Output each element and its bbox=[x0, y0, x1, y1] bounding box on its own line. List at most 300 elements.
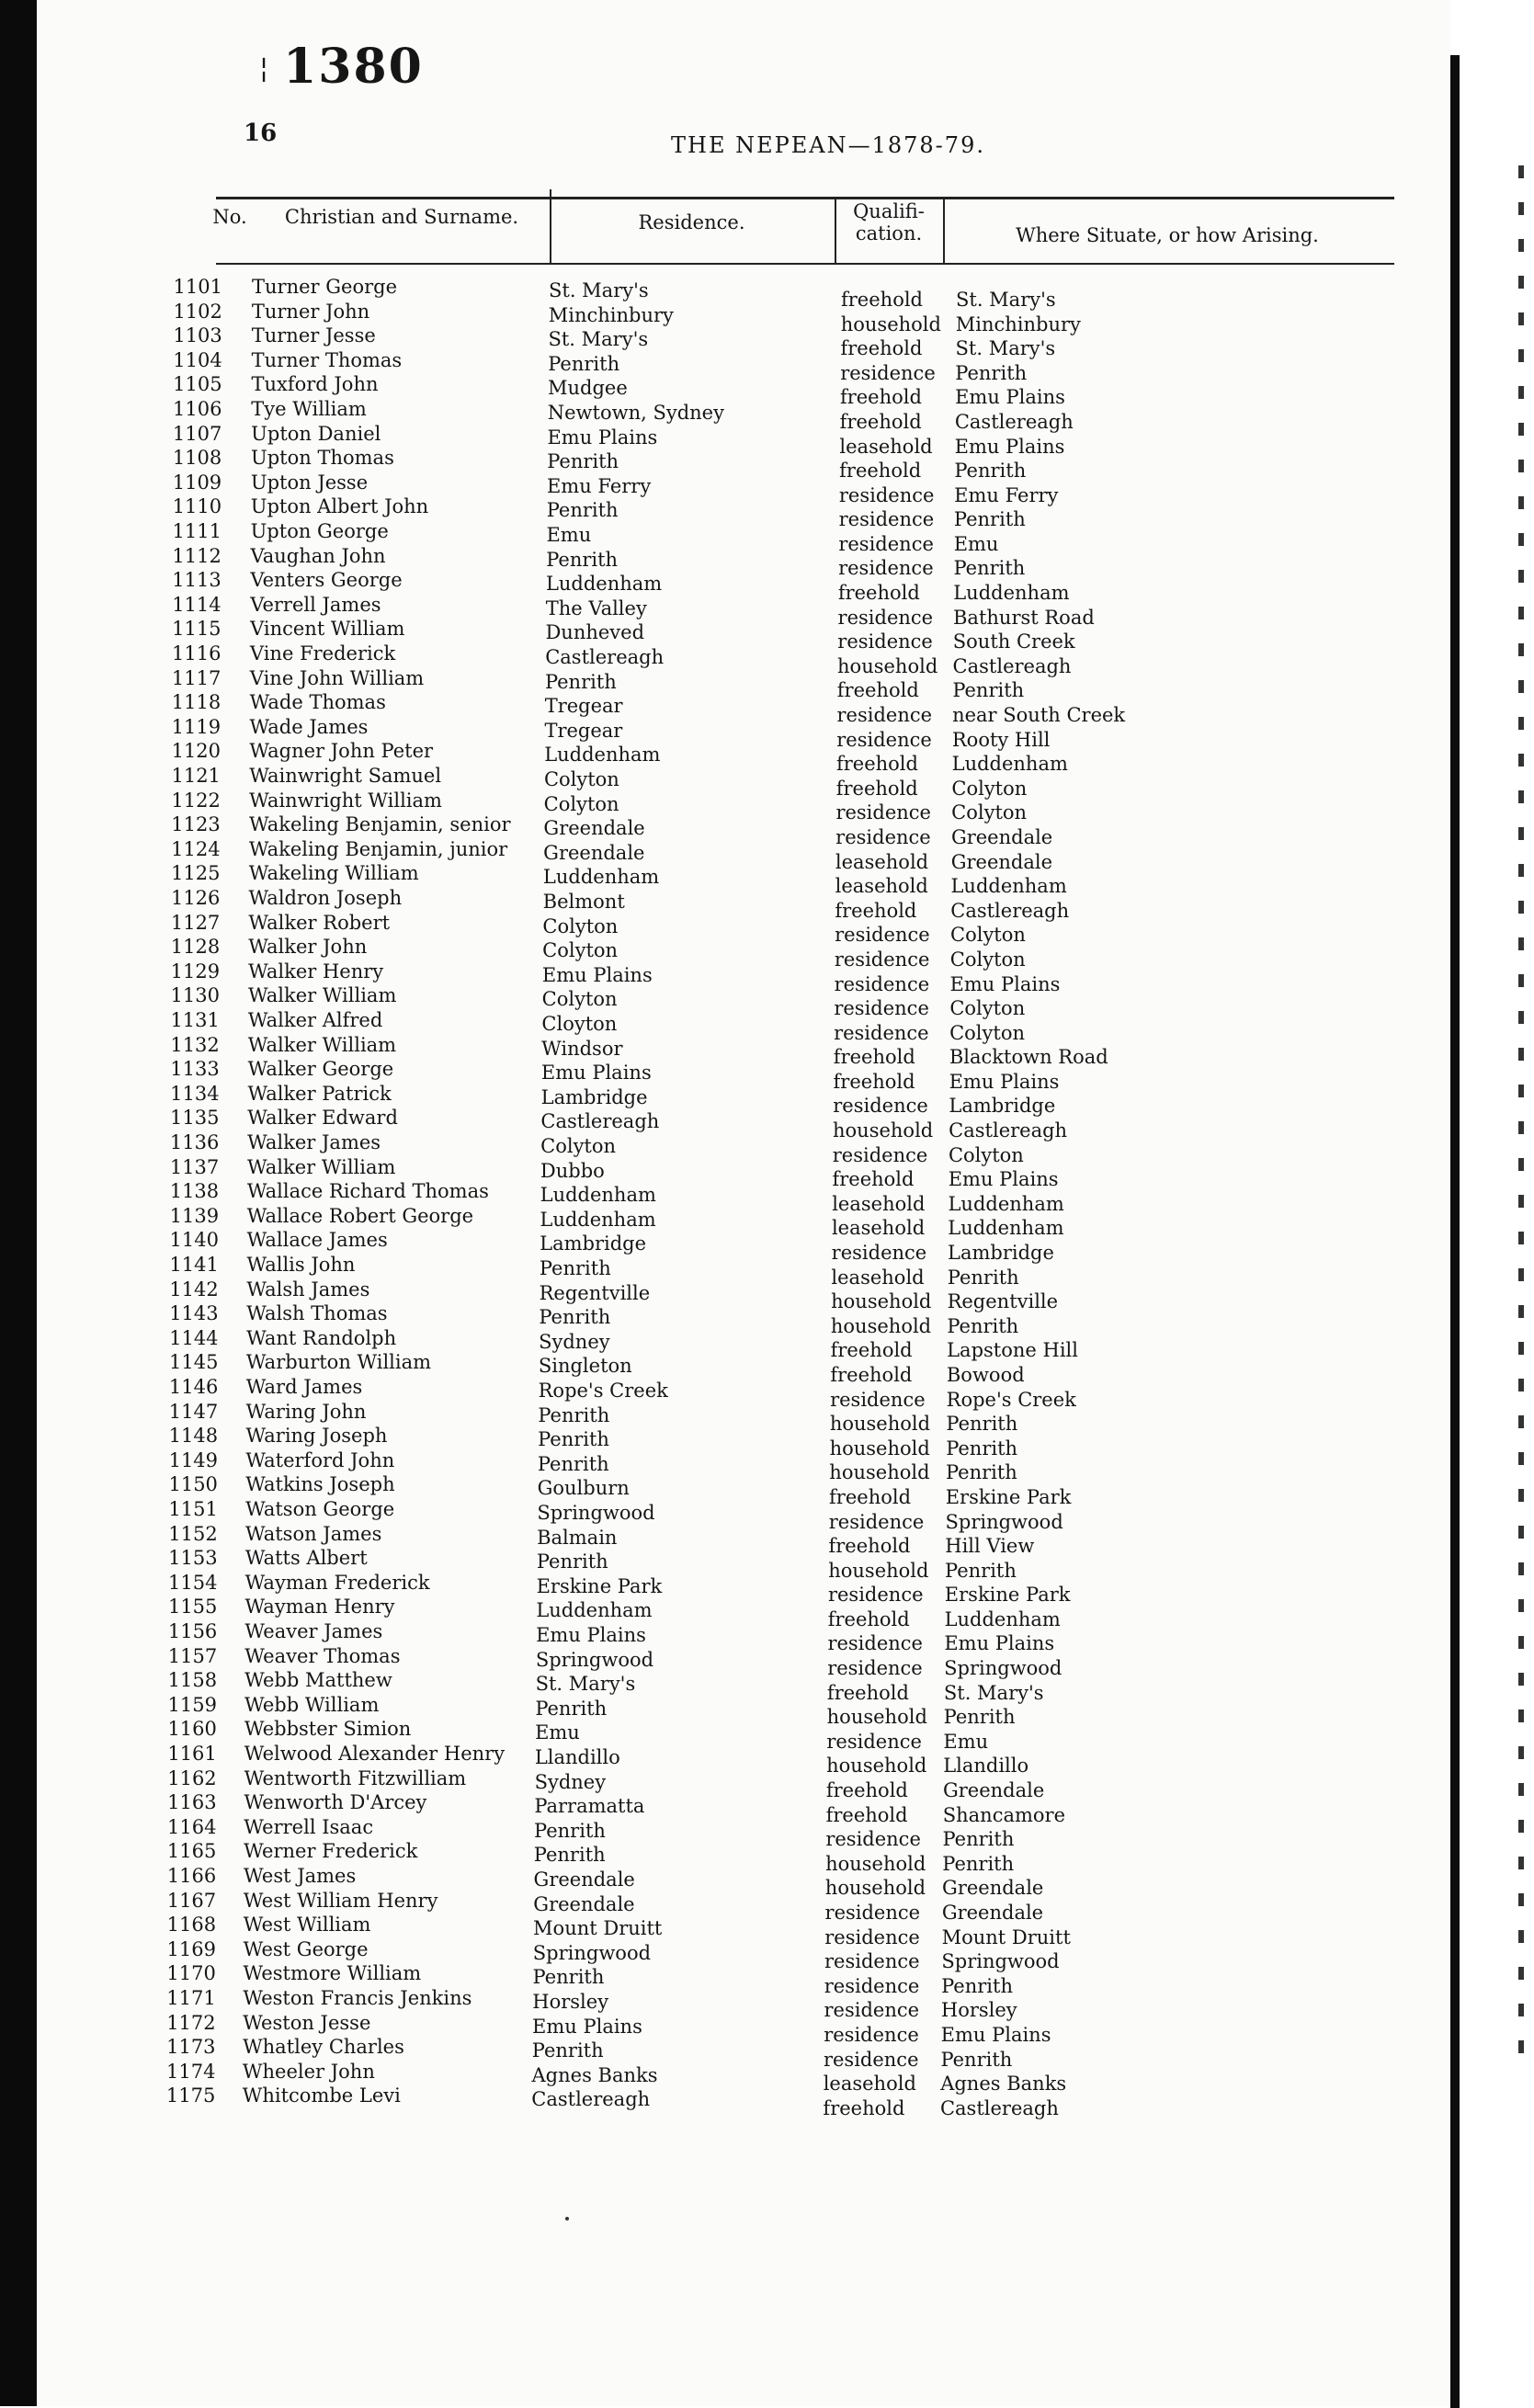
table-row bbox=[37, 2084, 1450, 2119]
table-row bbox=[37, 1840, 1450, 1875]
table-row bbox=[37, 1058, 1450, 1093]
entry-name: Watson George bbox=[245, 1498, 395, 1520]
entry-qualification: household bbox=[831, 1290, 932, 1313]
edge-mark bbox=[1518, 1011, 1524, 1024]
table-row bbox=[37, 960, 1450, 995]
entry-residence: Greendale bbox=[543, 841, 645, 864]
entry-residence: Balmain bbox=[537, 1526, 618, 1549]
entry-where-situate: Greendale bbox=[950, 825, 1053, 848]
edge-mark bbox=[1518, 1526, 1524, 1539]
entry-where-situate: Castlereagh bbox=[954, 410, 1074, 433]
entry-name: Walker George bbox=[247, 1058, 394, 1081]
entry-qualification: freehold bbox=[837, 582, 920, 605]
entry-residence: Springwood bbox=[535, 1648, 654, 1671]
table-row bbox=[37, 1718, 1450, 1753]
entry-number: 1142 bbox=[169, 1278, 219, 1301]
entry-residence: Penrith bbox=[535, 1697, 608, 1720]
entry-residence: Mudgee bbox=[547, 377, 628, 400]
entry-qualification: residence bbox=[830, 1388, 926, 1411]
entry-number: 1124 bbox=[171, 837, 221, 860]
entry-name: Watts Albert bbox=[244, 1547, 368, 1570]
entry-number: 1145 bbox=[168, 1351, 219, 1374]
entry-qualification: residence bbox=[824, 1925, 920, 1948]
entry-residence: Emu Plains bbox=[547, 426, 658, 449]
entry-where-situate: Emu Plains bbox=[955, 386, 1065, 409]
edge-mark bbox=[1518, 607, 1524, 619]
entry-number: 1151 bbox=[168, 1498, 218, 1520]
entry-qualification: residence bbox=[834, 997, 929, 1020]
entry-name: Weston Jesse bbox=[243, 2011, 371, 2034]
entry-residence: Sydney bbox=[539, 1330, 610, 1353]
entry-qualification: leasehold bbox=[832, 1192, 926, 1215]
entry-qualification: freehold bbox=[839, 386, 922, 409]
entry-where-situate: Emu Plains bbox=[948, 1168, 1059, 1191]
entry-qualification: freehold bbox=[839, 460, 922, 483]
entry-name: Warburton William bbox=[245, 1351, 432, 1374]
entry-where-situate: Rope's Creek bbox=[946, 1388, 1076, 1411]
entry-where-situate: Luddenham bbox=[948, 1217, 1064, 1240]
table-row bbox=[37, 1962, 1450, 1997]
entry-qualification: freehold bbox=[835, 777, 918, 800]
entry-where-situate: Penrith bbox=[942, 1828, 1015, 1851]
entry-qualification: freehold bbox=[825, 1803, 908, 1826]
entry-name: Wenworth D'Arcey bbox=[244, 1791, 427, 1814]
entry-name: Waldron Joseph bbox=[248, 887, 403, 909]
entry-qualification: leasehold bbox=[835, 850, 929, 873]
entry-number: 1152 bbox=[168, 1522, 218, 1545]
entry-residence: Emu bbox=[546, 524, 592, 546]
entry-qualification: leasehold bbox=[839, 435, 933, 458]
entry-number: 1129 bbox=[170, 960, 221, 983]
entry-where-situate: Greendale bbox=[942, 1877, 1044, 1900]
entry-residence: Lambridge bbox=[540, 1085, 648, 1108]
entry-where-situate: St. Mary's bbox=[943, 1681, 1044, 1704]
table-row bbox=[37, 1571, 1450, 1607]
entry-residence: Penrith bbox=[539, 1306, 611, 1329]
entry-where-situate: St. Mary's bbox=[956, 289, 1056, 311]
entry-name: Walker Alfred bbox=[247, 1009, 383, 1031]
entry-residence: Penrith bbox=[548, 352, 620, 375]
entry-number: 1102 bbox=[173, 300, 222, 323]
edge-mark bbox=[1518, 533, 1524, 546]
entry-number: 1149 bbox=[168, 1448, 219, 1471]
scan-border-right bbox=[1450, 0, 1534, 2406]
scan-border-left bbox=[0, 0, 37, 2406]
edge-mark bbox=[1518, 1415, 1524, 1428]
table-row bbox=[37, 1693, 1450, 1729]
table-row bbox=[37, 1155, 1450, 1191]
table-row bbox=[37, 1254, 1450, 1289]
entry-residence: Colyton bbox=[542, 939, 619, 962]
table-row bbox=[37, 520, 1450, 555]
entry-residence: Luddenham bbox=[545, 573, 663, 596]
table-row bbox=[37, 1326, 1450, 1362]
entry-number: 1144 bbox=[169, 1326, 219, 1349]
entry-residence: Greendale bbox=[543, 817, 645, 840]
entry-residence: Penrith bbox=[544, 670, 617, 693]
entry-where-situate: Penrith bbox=[940, 2048, 1013, 2071]
entry-residence: Tregear bbox=[544, 695, 623, 718]
table-row bbox=[37, 1448, 1450, 1484]
entry-qualification: freehold bbox=[833, 1046, 915, 1069]
entry-residence: Colyton bbox=[543, 792, 619, 815]
entry-name: Upton Daniel bbox=[251, 422, 381, 445]
entry-name: Walker Henry bbox=[248, 960, 384, 983]
entry-residence: Minchinbury bbox=[548, 303, 674, 326]
entry-qualification: residence bbox=[838, 557, 934, 580]
entry-qualification: household bbox=[830, 1314, 932, 1337]
entry-residence: Penrith bbox=[538, 1403, 610, 1426]
entry-name: Turner Thomas bbox=[251, 348, 403, 371]
column-header-residence: Residence. bbox=[638, 211, 745, 233]
entry-residence: St. Mary's bbox=[548, 328, 649, 351]
table-row bbox=[37, 1302, 1450, 1337]
entry-qualification: freehold bbox=[833, 1070, 915, 1093]
table-row bbox=[37, 1033, 1450, 1069]
entry-residence: Colyton bbox=[541, 988, 618, 1011]
table-row bbox=[37, 1498, 1450, 1533]
entry-qualification: residence bbox=[836, 728, 932, 751]
entry-residence: Castlereagh bbox=[540, 1110, 660, 1133]
entry-name: West George bbox=[243, 1937, 369, 1960]
entry-qualification: residence bbox=[824, 1999, 920, 2022]
entry-number: 1121 bbox=[171, 765, 221, 787]
entry-where-situate: Penrith bbox=[946, 1413, 1018, 1436]
entry-number: 1130 bbox=[170, 984, 220, 1007]
entry-name: Upton Albert John bbox=[250, 495, 429, 518]
entry-residence: St. Mary's bbox=[535, 1673, 636, 1696]
entry-where-situate: Emu Plains bbox=[954, 435, 1065, 458]
table-row bbox=[37, 1522, 1450, 1558]
entry-name: Wainwright Samuel bbox=[249, 765, 442, 787]
entry-where-situate: Penrith bbox=[946, 1437, 1018, 1460]
table-row bbox=[37, 1351, 1450, 1386]
entry-qualification: household bbox=[826, 1755, 927, 1778]
entry-number: 1135 bbox=[170, 1107, 220, 1130]
entry-residence: Rope's Creek bbox=[538, 1380, 668, 1402]
entry-qualification: residence bbox=[834, 1021, 929, 1044]
stamp-mark: ¦ bbox=[259, 52, 271, 85]
entry-where-situate: Penrith bbox=[941, 1974, 1013, 1997]
entry-name: Wayman Henry bbox=[244, 1596, 395, 1619]
register-page bbox=[37, 0, 1450, 2406]
entry-name: Walker Edward bbox=[247, 1107, 398, 1130]
entry-qualification: household bbox=[829, 1437, 930, 1460]
entry-where-situate: Springwood bbox=[945, 1510, 1063, 1533]
entry-where-situate: Colyton bbox=[950, 924, 1026, 947]
edge-mark bbox=[1518, 570, 1524, 583]
entry-number: 1172 bbox=[166, 2011, 216, 2034]
edge-mark bbox=[1518, 1930, 1524, 1943]
entry-residence: Agnes Banks bbox=[531, 2063, 658, 2086]
entry-name: Whitcombe Levi bbox=[242, 2084, 401, 2107]
table-row bbox=[37, 1009, 1450, 1044]
entry-number: 1113 bbox=[172, 569, 222, 592]
table-row bbox=[37, 2036, 1450, 2071]
entry-residence: Singleton bbox=[538, 1355, 632, 1378]
entry-residence: Penrith bbox=[534, 1819, 606, 1842]
entry-number: 1165 bbox=[166, 1840, 217, 1863]
entry-residence: Windsor bbox=[541, 1037, 623, 1060]
entry-name: Wallace James bbox=[246, 1229, 388, 1252]
entry-name: Werrell Isaac bbox=[244, 1815, 374, 1838]
entry-qualification: residence bbox=[838, 483, 935, 506]
entry-number: 1132 bbox=[170, 1033, 220, 1056]
entry-number: 1168 bbox=[166, 1914, 217, 1937]
entry-qualification: leasehold bbox=[835, 875, 928, 898]
entry-name: Weston Francis Jenkins bbox=[243, 1987, 472, 2009]
entry-name: Walker John bbox=[248, 936, 368, 959]
entry-name: Wakeling Benjamin, junior bbox=[248, 837, 508, 860]
entry-name: Westmore William bbox=[243, 1962, 422, 1985]
entry-qualification: freehold bbox=[829, 1485, 912, 1508]
entry-residence: Emu bbox=[535, 1721, 580, 1744]
entry-qualification: residence bbox=[834, 972, 930, 995]
entry-where-situate: Penrith bbox=[943, 1706, 1016, 1729]
entry-where-situate: Lapstone Hill bbox=[947, 1339, 1078, 1362]
entry-number: 1111 bbox=[172, 520, 222, 542]
table-row bbox=[37, 1376, 1450, 1411]
table-row bbox=[37, 789, 1450, 824]
entry-number: 1146 bbox=[168, 1376, 219, 1398]
table-row bbox=[37, 1669, 1450, 1704]
entry-residence: Penrith bbox=[533, 1844, 606, 1867]
table-row bbox=[37, 1791, 1450, 1826]
entry-where-situate: St. Mary's bbox=[955, 337, 1056, 360]
entry-name: Watkins Joseph bbox=[245, 1473, 395, 1496]
entry-residence: Luddenham bbox=[536, 1599, 653, 1622]
entry-where-situate: Luddenham bbox=[950, 875, 1067, 898]
entry-number: 1114 bbox=[172, 593, 222, 616]
entry-number: 1118 bbox=[171, 691, 222, 714]
entry-qualification: freehold bbox=[827, 1607, 910, 1630]
edge-mark bbox=[1518, 1342, 1524, 1355]
entry-number: 1107 bbox=[172, 422, 222, 445]
entry-qualification: residence bbox=[834, 948, 930, 971]
edge-mark bbox=[1518, 202, 1524, 215]
table-row bbox=[37, 1278, 1450, 1313]
entry-where-situate: Greendale bbox=[950, 850, 1053, 873]
entry-where-situate: Minchinbury bbox=[955, 312, 1081, 335]
entry-where-situate: Penrith bbox=[942, 1852, 1015, 1875]
entry-residence: Emu Ferry bbox=[546, 474, 652, 497]
entry-name: Webb William bbox=[244, 1693, 380, 1716]
entry-number: 1141 bbox=[169, 1254, 219, 1276]
entry-where-situate: Agnes Banks bbox=[940, 2073, 1067, 2096]
entry-where-situate: Hill View bbox=[945, 1535, 1035, 1558]
entry-number: 1173 bbox=[166, 2036, 216, 2059]
entry-number: 1101 bbox=[173, 276, 222, 298]
entry-where-situate: Greendale bbox=[941, 1901, 1044, 1924]
entry-where-situate: Lambridge bbox=[949, 1095, 1056, 1118]
entry-residence: Regentville bbox=[539, 1281, 651, 1304]
entry-number: 1108 bbox=[172, 447, 222, 470]
entry-name: West William Henry bbox=[243, 1889, 438, 1912]
entry-qualification: residence bbox=[824, 2023, 919, 2046]
entry-number: 1106 bbox=[173, 398, 222, 420]
entry-qualification: freehold bbox=[830, 1363, 913, 1386]
edge-mark bbox=[1518, 1158, 1524, 1171]
edge-mark bbox=[1518, 937, 1524, 950]
entry-where-situate: Shancamore bbox=[942, 1803, 1065, 1826]
table-row bbox=[37, 1473, 1450, 1508]
entry-residence: Dunheved bbox=[545, 621, 645, 644]
entry-qualification: household bbox=[840, 312, 941, 335]
entry-name: Turner John bbox=[251, 300, 370, 323]
entry-number: 1148 bbox=[168, 1425, 219, 1448]
entry-where-situate: Luddenham bbox=[953, 582, 1070, 605]
entry-name: Walsh James bbox=[246, 1278, 370, 1301]
entry-residence: Springwood bbox=[537, 1502, 655, 1524]
entry-where-situate: Emu Ferry bbox=[954, 483, 1059, 506]
entry-number: 1160 bbox=[167, 1718, 217, 1741]
edge-mark bbox=[1518, 864, 1524, 877]
edge-mark bbox=[1518, 349, 1524, 362]
entry-where-situate: Emu Plains bbox=[940, 2023, 1051, 2046]
entry-number: 1125 bbox=[171, 862, 221, 885]
entry-name: Walker Robert bbox=[248, 911, 391, 934]
entry-name: Wallis John bbox=[246, 1254, 356, 1276]
edge-mark bbox=[1518, 1562, 1524, 1575]
table-row bbox=[37, 813, 1450, 848]
edge-mark bbox=[1518, 423, 1524, 436]
entry-where-situate: Penrith bbox=[945, 1461, 1017, 1484]
entry-number: 1169 bbox=[166, 1937, 216, 1960]
entry-residence: Belmont bbox=[542, 891, 625, 913]
entry-qualification: freehold bbox=[835, 899, 917, 922]
table-row bbox=[37, 1547, 1450, 1582]
entry-where-situate: Llandillo bbox=[943, 1755, 1029, 1778]
table-row bbox=[37, 911, 1450, 947]
entry-name: Upton George bbox=[250, 520, 389, 542]
entry-number: 1120 bbox=[171, 740, 222, 763]
entry-qualification: residence bbox=[835, 924, 930, 947]
edge-mark bbox=[1518, 496, 1524, 509]
entry-name: Vaughan John bbox=[250, 544, 386, 567]
entry-number: 1128 bbox=[170, 936, 221, 959]
entry-number: 1126 bbox=[170, 887, 221, 909]
edge-mark bbox=[1518, 1857, 1524, 1869]
entry-where-situate: Greendale bbox=[942, 1779, 1045, 1802]
entry-residence: Cloyton bbox=[541, 1013, 618, 1035]
table-row bbox=[37, 1815, 1450, 1851]
scan-edge-bar bbox=[1450, 55, 1460, 2408]
entry-where-situate: Penrith bbox=[952, 679, 1025, 702]
entry-qualification: freehold bbox=[830, 1339, 913, 1362]
entry-name: Upton Jesse bbox=[250, 471, 369, 494]
entry-where-situate: Horsley bbox=[940, 1999, 1017, 2022]
entry-qualification: residence bbox=[838, 508, 935, 531]
entry-number: 1158 bbox=[167, 1669, 218, 1692]
entry-where-situate: Mount Druitt bbox=[941, 1925, 1071, 1948]
entry-name: Waring John bbox=[245, 1400, 367, 1423]
entry-name: Ward James bbox=[245, 1376, 363, 1398]
entry-qualification: freehold bbox=[832, 1168, 915, 1191]
entry-number: 1109 bbox=[172, 471, 222, 494]
entry-where-situate: Colyton bbox=[948, 1143, 1024, 1166]
table-row bbox=[37, 1937, 1450, 1973]
entry-name: Wallace Richard Thomas bbox=[246, 1180, 489, 1203]
entry-residence: The Valley bbox=[545, 596, 647, 619]
entry-qualification: residence bbox=[835, 801, 931, 824]
entry-name: Webbster Simion bbox=[244, 1718, 412, 1741]
entry-where-situate: Emu bbox=[953, 532, 999, 555]
qualification-line-2: cation. bbox=[855, 222, 923, 244]
edge-mark bbox=[1518, 1783, 1524, 1796]
entry-name: Wade James bbox=[249, 715, 369, 738]
table-row bbox=[37, 642, 1450, 677]
entry-residence: Penrith bbox=[546, 548, 619, 571]
entry-residence: Newtown, Sydney bbox=[547, 402, 724, 424]
entry-name: Webb Matthew bbox=[244, 1669, 392, 1692]
edge-mark bbox=[1518, 1452, 1524, 1465]
entry-number: 1140 bbox=[169, 1229, 219, 1252]
table-row bbox=[37, 544, 1450, 580]
entry-qualification: household bbox=[825, 1852, 926, 1875]
table-row bbox=[37, 1644, 1450, 1680]
table-row bbox=[37, 471, 1450, 506]
table-row bbox=[37, 887, 1450, 922]
entry-name: Upton Thomas bbox=[251, 447, 394, 470]
edge-mark bbox=[1518, 790, 1524, 803]
entry-name: Weaver James bbox=[244, 1620, 383, 1642]
entry-number: 1112 bbox=[172, 544, 222, 567]
header-rule-top bbox=[216, 197, 1394, 199]
entry-qualification: residence bbox=[833, 1095, 928, 1118]
entry-where-situate: Emu bbox=[943, 1730, 989, 1753]
entry-qualification: residence bbox=[827, 1632, 923, 1655]
entry-name: Verrell James bbox=[250, 593, 381, 616]
table-row bbox=[37, 1914, 1450, 1948]
edge-mark bbox=[1518, 1268, 1524, 1281]
edge-mark bbox=[1518, 1195, 1524, 1208]
entry-where-situate: Penrith bbox=[953, 557, 1026, 580]
edge-mark bbox=[1518, 1673, 1524, 1686]
entry-where-situate: South Creek bbox=[952, 630, 1075, 653]
entry-number: 1116 bbox=[171, 642, 222, 664]
edge-mark bbox=[1518, 1232, 1524, 1244]
column-divider bbox=[943, 197, 945, 263]
entry-name: Weaver Thomas bbox=[244, 1644, 401, 1667]
entry-name: Tuxford John bbox=[251, 373, 379, 396]
entry-residence: Penrith bbox=[531, 2039, 604, 2062]
entry-number: 1163 bbox=[167, 1791, 217, 1814]
entry-qualification: residence bbox=[823, 2048, 919, 2071]
entry-where-situate: Erskine Park bbox=[945, 1485, 1072, 1508]
table-row bbox=[37, 1400, 1450, 1436]
entry-name: Whatley Charles bbox=[243, 2036, 404, 2059]
entry-residence: Penrith bbox=[536, 1550, 608, 1573]
entry-name: Walker William bbox=[247, 1155, 396, 1178]
entry-residence: Emu Plains bbox=[540, 1062, 652, 1085]
entry-where-situate: Bowood bbox=[946, 1363, 1025, 1386]
entry-name: Waterford John bbox=[245, 1448, 395, 1471]
edge-mark bbox=[1518, 1379, 1524, 1391]
entry-name: West William bbox=[243, 1914, 371, 1937]
edge-mark bbox=[1518, 165, 1524, 178]
entry-residence: Castlereagh bbox=[531, 2088, 651, 2111]
entry-where-situate: Penrith bbox=[947, 1266, 1019, 1289]
facing-page-edge bbox=[1518, 165, 1526, 2096]
entry-residence: Emu Plains bbox=[532, 2015, 642, 2038]
entry-qualification: freehold bbox=[826, 1681, 909, 1704]
edge-mark bbox=[1518, 1599, 1524, 1612]
entry-where-situate: Emu Plains bbox=[949, 972, 1061, 995]
entry-name: West James bbox=[244, 1865, 357, 1887]
entry-name: Wayman Frederick bbox=[244, 1571, 430, 1594]
entry-qualification: freehold bbox=[823, 2096, 905, 2119]
entry-where-situate: Castlereagh bbox=[949, 1119, 1068, 1142]
